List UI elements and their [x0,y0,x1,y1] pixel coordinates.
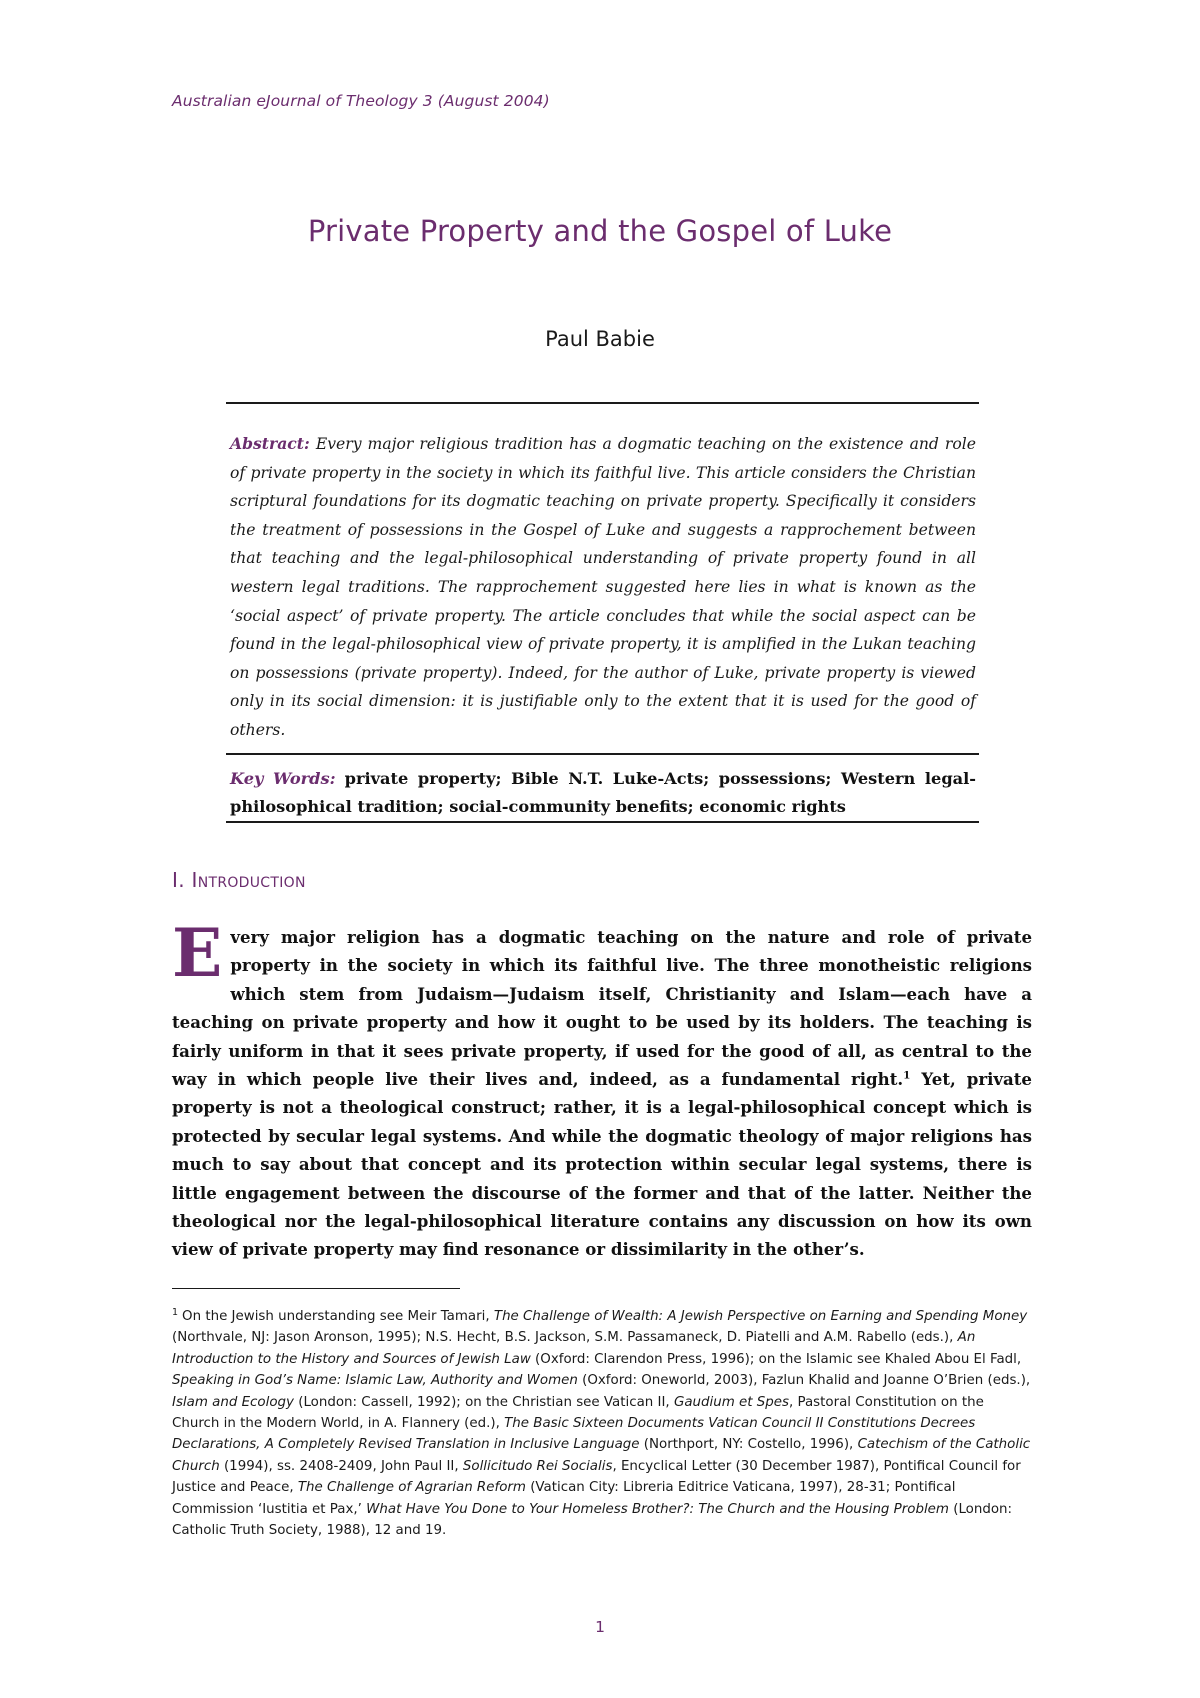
footnote-cited-title: Gaudium et Spes [673,1394,789,1410]
footnote-separator [172,1288,460,1289]
footnote-text: (Oxford: Oneworld, 2003), Fazlun Khalid and Joanne O’Brien (eds.), [577,1373,1031,1389]
footnote [172,1306,1034,1541]
footnote-cited-title: The Challenge of Wealth: A Jewish Perspective on Earning and Spending Money [493,1309,1028,1324]
footnote-cited-title: Islam and Ecology [172,1394,294,1410]
footnote-text: (London: Catholic Truth Society, 1988), 12 and 19. [172,1501,1013,1539]
abstract-text: Every major religious tradition has a dogmatic teaching on the existence and role of private property in the society in which its faithful live. This article considers the Christian scriptural foundations for its dogmatic teaching on private property. Specifically it considers the treatment of possessions in the Gospel of Luke and suggests a rapprochement between that teaching and the legal-philosophical understanding of private property found in all western legal traditions. The rapprochement suggested here lies in what is known as the ‘social aspect’ of private property. The article concludes that while the social aspect can be found in the legal-philosophical view of private property, it is amplified in the Lukan teaching on possessions (private property). Indeed, for the author of Luke, private property is viewed only in its social dimension: it is justifiable only to the extent that it is used for the good of others. [230,435,976,739]
footnote-text: (Vatican City: Libreria Editrice Vaticana, 1997), 28-31; Pontifical Commission ‘Iustitia et Pax,’ [172,1480,956,1517]
abstract-top-rule [226,402,979,404]
author-name: Paul Babie [545,327,655,351]
body-text-part-2: Yet, private property is not a theological construct; rather, it is a legal-philosophical concept which is protected by secular legal systems. And while the dogmatic theology of major religions has much to say about that concept and its protection within secular legal systems, there is little engagement between the discourse of the former and that of the latter. Neither the theological nor the legal-philosophical literature contains any discussion on how its own view of private property may find resonance or dissimilarity in the other’s. [172,1069,1032,1260]
abstract-label: Abstract: [230,434,310,453]
footnote-text: On the Jewish understanding see Meir Tamari, [182,1309,494,1324]
keywords-label: Key Words: [230,769,336,788]
footnote-text: , Encyclical Letter (30 December 1987), Pontifical Council for Justice and Peace, [172,1458,1021,1496]
footnote-cited-title: Speaking in God’s Name: Islamic Law, Authority and Women [172,1373,578,1389]
footnote-cited-title: Sollicitudo Rei Socialis [462,1458,613,1474]
page-number: 1 [595,1618,605,1636]
footnote-text: (Northport, NY: Costello, 1996), [639,1437,858,1453]
keywords [230,765,976,821]
footnote-text: (Northvale, NJ: Jason Aronson, 1995); N.S. Hecht, B.S. Jackson, S.M. Passamaneck, D. Piatelli and A.M. Rabello (eds.), [172,1330,958,1346]
footnote-cited-title: An Introduction to the History and Sources of Jewish Law [172,1330,976,1367]
footnote-cited-title: What Have You Done to Your Homeless Brother?: The Church and the Housing Problem [366,1501,949,1517]
footnote-text: (Oxford: Clarendon Press, 1996); on the Islamic see Khaled Abou El Fadl, [530,1351,1022,1367]
keywords-text: private property; Bible N.T. Luke-Acts; possessions; Western legal-philosophical tradition; social-community benefits; economic rights [230,769,976,816]
keywords-top-rule [226,753,979,755]
footnote-number: 1 [172,1306,179,1318]
body-text-part-1: very major religion has a dogmatic teaching on the nature and role of private property in the society in which its faithful live. The three monotheistic religions which stem from Judaism—Judaism itself, Christianity and Islam—each have a teaching on private property and how it ought to be used by its holders. The teaching is fairly uniform in that it sees private property, if used for the good of all, as central to the way in which people live their lives and, indeed, as a fundamental right. [172,927,1032,1090]
footnote-cited-title: The Challenge of Agrarian Reform [297,1480,526,1496]
article-title: Private Property and the Gospel of Luke [307,214,893,248]
abstract [230,430,976,745]
footnote-cited-title: The Basic Sixteen Documents Vatican Council II Constitutions Decrees Declarations, A Completely Revised Translation in Inclusive Language [172,1416,976,1453]
body-paragraph [172,914,1032,1264]
footnote-cited-title: Catechism of the Catholic Church [172,1437,1031,1474]
running-head: Australian eJournal of Theology 3 (August 2004) [172,92,550,110]
footnote-text: , Pastoral Constitution on the Church in the Modern World, in A. Flannery (ed.), [172,1394,984,1432]
footnote-reference[interactable]: 1 [903,1069,911,1082]
section-heading: I. Introduction [172,868,306,892]
keywords-bottom-rule [226,821,979,823]
footnote-text: (1994), ss. 2408-2409, John Paul II, [219,1458,463,1474]
drop-cap: E [172,914,223,992]
footnote-text: (London: Cassell, 1992); on the Christian see Vatican II, [293,1394,674,1410]
